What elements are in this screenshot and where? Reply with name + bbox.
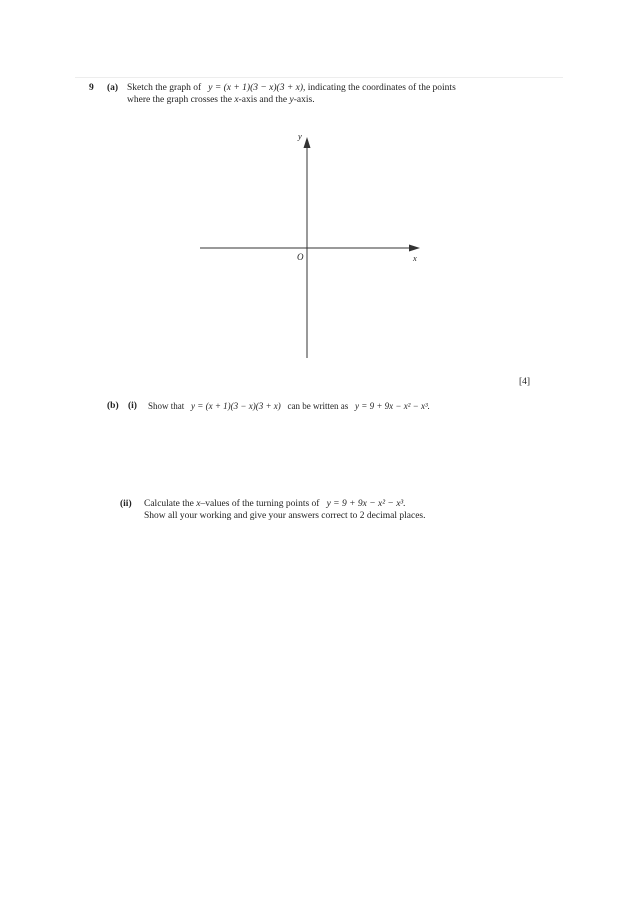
part-b-i-equation-2: y = 9 + 9x − x² − x³. [355,401,430,411]
part-a-label: (a) [107,83,119,93]
part-b-label: (b) [107,401,119,411]
part-b-ii-mid: –values of the turning points of [200,499,320,509]
part-a-line2-suffix: -axis. [293,95,315,105]
part-a-line1-prefix: Sketch the graph of [127,83,202,93]
part-b-i-mid: can be written as [287,401,349,411]
y-axis-var: y [289,95,294,105]
part-b-i-prefix: Show that [148,401,185,411]
part-a-marks: [4] [519,377,531,387]
part-b-i-label: (i) [128,401,137,411]
part-b-ii-label: (ii) [120,499,132,509]
part-b-ii-line-1 [144,498,406,510]
part-b-ii-var: x [196,499,201,509]
part-a-equation: y = (x + 1)(3 − x)(3 + x), [208,83,306,93]
part-b-ii-line-2: Show all your working and give your answers correct to 2 decimal places. [144,511,426,521]
part-b-ii-prefix: Calculate the [144,499,194,509]
origin-label: O [297,252,304,262]
x-axis-label: x [413,253,417,263]
part-b-i-text [148,400,430,412]
part-b-ii-equation: y = 9 + 9x − x² − x³. [326,499,406,509]
question-number: 9 [89,83,94,93]
y-axis-label: y [298,131,302,141]
part-a-line2-mid: -axis and the [238,95,288,105]
part-a-line1-suffix: indicating the coordinates of the points [307,83,456,93]
part-a-line2-prefix: where the graph crosses the [127,95,232,105]
x-axis-var: x [234,95,239,105]
part-b-i-equation-1: y = (x + 1)(3 − x)(3 + x) [191,401,281,411]
x-axis-arrowhead [409,245,420,252]
y-axis-arrowhead [304,137,311,148]
